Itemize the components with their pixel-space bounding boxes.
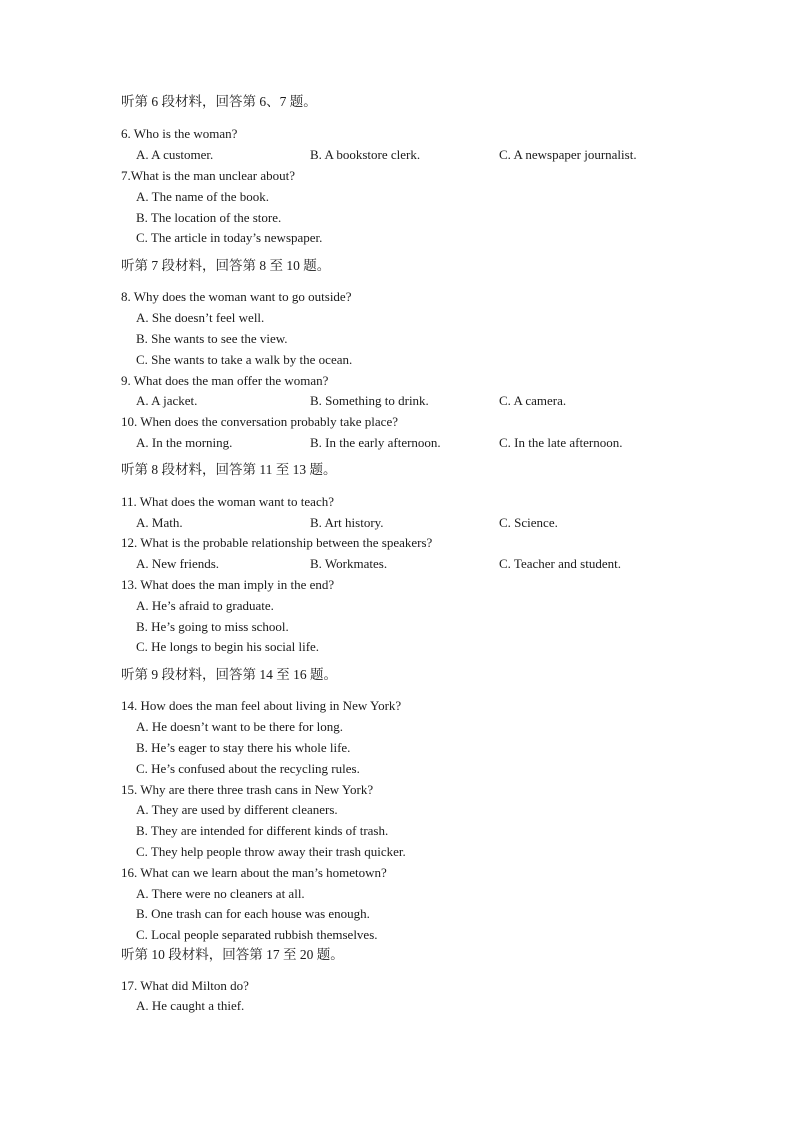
question-10: 10. When does the conversation probably take place? — [121, 414, 398, 429]
option-16a: A. There were no cleaners at all. — [136, 886, 305, 901]
question-15: 15. Why are there three trash cans in New York? — [121, 782, 374, 797]
option-17a: A. He caught a thief. — [136, 998, 245, 1013]
option-13a: A. He’s afraid to graduate. — [136, 598, 274, 613]
option-14b: B. He’s eager to stay there his whole life. — [136, 740, 351, 755]
option-14a: A. He doesn’t want to be there for long. — [136, 719, 343, 734]
option-9c: C. A camera. — [499, 393, 567, 408]
option-16b: B. One trash can for each house was enough. — [136, 906, 370, 921]
question-14: 14. How does the man feel about living in New York? — [121, 698, 402, 713]
option-7c: C. The article in today’s newspaper. — [136, 230, 323, 245]
option-8b: B. She wants to see the view. — [136, 331, 288, 346]
option-9a: A. A jacket. — [136, 393, 198, 408]
option-11a: A. Math. — [136, 515, 183, 530]
option-11c: C. Science. — [499, 515, 558, 530]
option-15c: C. They help people throw away their trash quicker. — [136, 844, 406, 859]
section-heading-10: 听第 10 段材料，回答第 17 至 20 题。 — [121, 947, 344, 962]
question-11: 11. What does the woman want to teach? — [121, 494, 334, 509]
option-9b: B. Something to drink. — [310, 393, 429, 408]
option-12b: B. Workmates. — [310, 556, 388, 571]
option-16c: C. Local people separated rubbish themselves. — [136, 927, 378, 942]
option-6a: A. A customer. — [136, 147, 214, 162]
option-10b: B. In the early afternoon. — [310, 435, 441, 450]
option-7a: A. The name of the book. — [136, 189, 269, 204]
option-8a: A. She doesn’t feel well. — [136, 310, 265, 325]
option-7b: B. The location of the store. — [136, 210, 282, 225]
question-8: 8. Why does the woman want to go outside? — [121, 289, 352, 304]
question-9: 9. What does the man offer the woman? — [121, 373, 329, 388]
option-15a: A. They are used by different cleaners. — [136, 802, 338, 817]
section-heading-9: 听第 9 段材料，回答第 14 至 16 题。 — [121, 667, 337, 682]
question-13: 13. What does the man imply in the end? — [121, 577, 335, 592]
option-12c: C. Teacher and student. — [499, 556, 621, 571]
option-13c: C. He longs to begin his social life. — [136, 639, 320, 654]
question-16: 16. What can we learn about the man’s hometown? — [121, 865, 387, 880]
option-14c: C. He’s confused about the recycling rules. — [136, 761, 360, 776]
question-12: 12. What is the probable relationship between the speakers? — [121, 535, 433, 550]
option-6c: C. A newspaper journalist. — [499, 147, 637, 162]
option-11b: B. Art history. — [310, 515, 384, 530]
option-15b: B. They are intended for different kinds of trash. — [136, 823, 389, 838]
section-heading-6: 听第 6 段材料，回答第 6、7 题。 — [121, 94, 317, 109]
section-heading-7: 听第 7 段材料，回答第 8 至 10 题。 — [121, 258, 331, 273]
option-13b: B. He’s going to miss school. — [136, 619, 289, 634]
option-12a: A. New friends. — [136, 556, 220, 571]
question-7: 7.What is the man unclear about? — [121, 168, 295, 183]
question-6: 6. Who is the woman? — [121, 126, 238, 141]
option-10a: A. In the morning. — [136, 435, 233, 450]
question-17: 17. What did Milton do? — [121, 978, 249, 993]
option-8c: C. She wants to take a walk by the ocean. — [136, 352, 353, 367]
option-10c: C. In the late afternoon. — [499, 435, 623, 450]
option-6b: B. A bookstore clerk. — [310, 147, 421, 162]
section-heading-8: 听第 8 段材料，回答第 11 至 13 题。 — [121, 462, 337, 477]
